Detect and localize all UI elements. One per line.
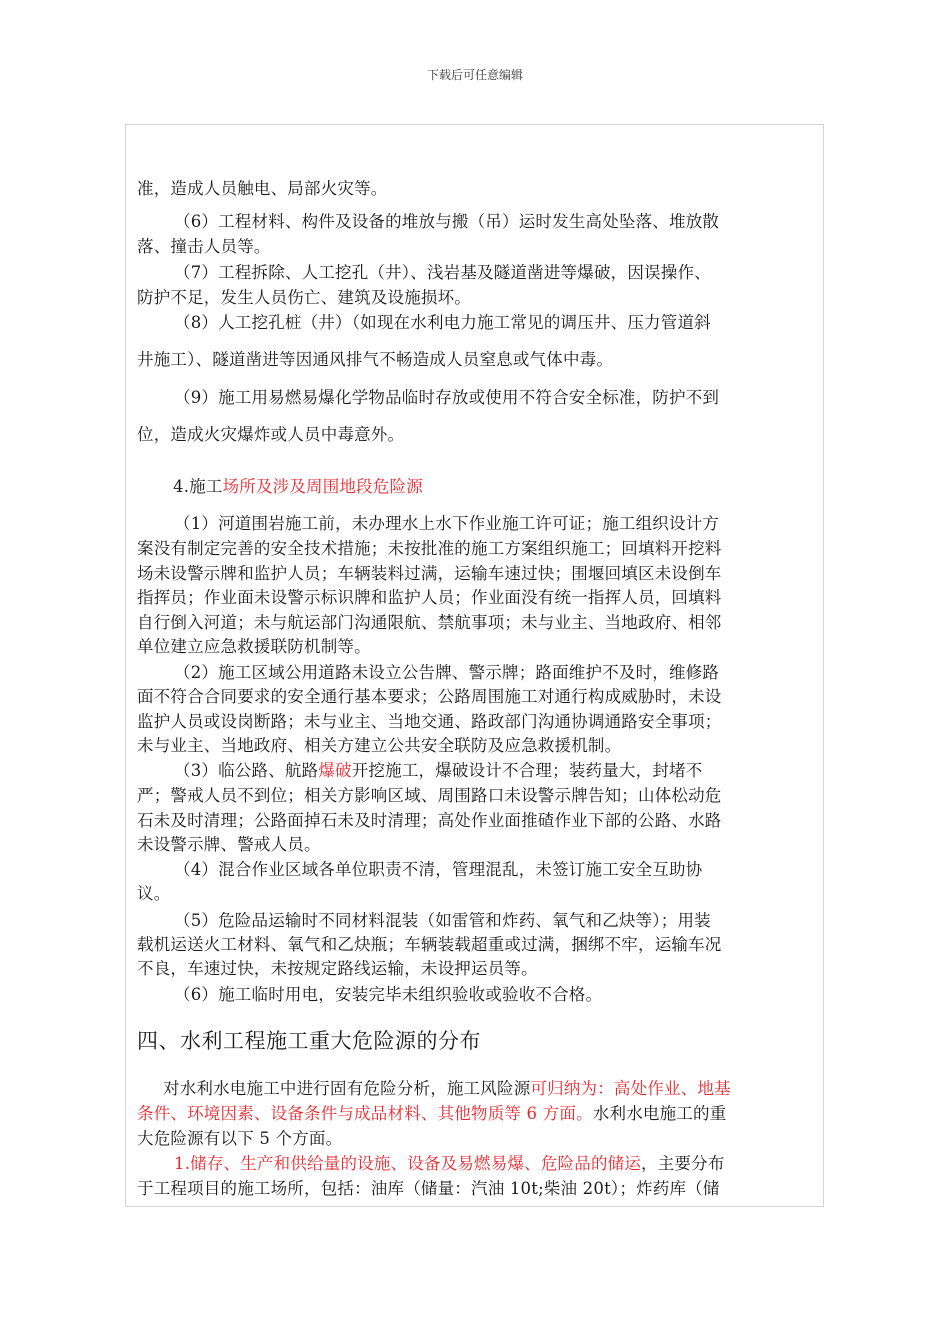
- site-3-highlight: 爆破: [318, 761, 352, 780]
- item-6-line-2: 落、撞击人员等。: [137, 237, 271, 256]
- item-1-highlight: 1.储存、生产和供给量的设施、设备及易燃易爆、危险品的储运: [174, 1154, 642, 1173]
- subheading-prefix: 4.施工: [173, 477, 223, 496]
- item-1-line-1: [137, 1150, 725, 1174]
- intro-line-2: [137, 1100, 726, 1124]
- item-7-line-1: （7）工程拆除、人工挖孔（井）、浅岩基及隧道凿进等爆破，因误操作、: [174, 263, 711, 282]
- header-note: 下载后可任意编辑: [426, 68, 523, 82]
- site-1-line-2: 案没有制定完善的安全技术措施；未按批准的施工方案组织施工；回填料开挖料: [137, 539, 722, 558]
- paragraph-continuation: 准，造成人员触电、局部火灾等。: [137, 179, 388, 198]
- site-5-line-3: 不良，车速过快，未按规定路线运输，未设押运员等。: [137, 959, 538, 978]
- site-3-line-3: 石未及时清理；公路面掉石未及时清理；高处作业面推碴作业下部的公路、水路: [137, 811, 722, 830]
- site-3-text-c: 开挖施工，爆破设计不合理；装药量大，封堵不: [351, 761, 703, 780]
- item-8-line-2: 井施工）、隧道凿进等因通风排气不畅造成人员窒息或气体中毒。: [137, 350, 614, 369]
- item-7-line-2: 防护不足，发生人员伤亡、建筑及设施损坏。: [137, 288, 471, 307]
- site-4-line-1: （4）混合作业区域各单位职责不清，管理混乱，未签订施工安全互助协: [174, 860, 703, 879]
- document-frame: [125, 124, 824, 1207]
- intro-text-a: 对水利水电施工中进行固有危险分析，施工风险源: [163, 1079, 531, 1098]
- site-1-line-1: （1）河道围岩施工前，未办理水上水下作业施工许可证；施工组织设计方: [174, 514, 720, 533]
- site-5-line-1: （5）危险品运输时不同材料混装（如雷管和炸药、氧气和乙炔等）；用装: [174, 911, 711, 930]
- site-2-line-4: 未与业主、当地政府、相关方建立公共安全联防及应急救援机制。: [137, 736, 622, 755]
- site-2-line-1: （2）施工区域公用道路未设立公告牌、警示牌；路面维护不及时，维修路: [174, 663, 720, 682]
- site-1-line-5: 自行倒入河道；未与航运部门沟通限航、禁航事项；未与业主、当地政府、相邻: [137, 613, 722, 632]
- site-6-line-1: （6）施工临时用电，安装完毕未组织验收或验收不合格。: [174, 985, 603, 1004]
- subheading-site-hazards: [173, 473, 423, 497]
- site-5-line-2: 载机运送火工材料、氧气和乙炔瓶；车辆装载超重或过满，捆绑不牢，运输车况: [137, 935, 722, 954]
- item-6-line-1: （6）工程材料、构件及设备的堆放与搬（吊）运时发生高处坠落、堆放散: [174, 212, 720, 231]
- item-9-line-2: 位，造成火灾爆炸或人员中毒意外。: [137, 425, 405, 444]
- site-1-line-6: 单位建立应急救援联防机制等。: [137, 637, 371, 656]
- site-3-line-2: 严；警戒人员不到位；相关方影响区域、周围路口未设警示牌告知；山体松动危: [137, 786, 722, 805]
- item-8-line-1: （8）人工挖孔桩（井）（如现在水利电力施工常见的调压井、压力管道斜: [174, 313, 711, 332]
- site-1-line-4: 指挥员；作业面未设警示标识牌和监护人员；作业面没有统一指挥人员，回填料: [137, 588, 722, 607]
- intro-text-b: 水利水电施工的重: [592, 1104, 727, 1123]
- item-9-line-1: （9）施工用易燃易爆化学物品临时存放或使用不符合安全标准，防护不到: [174, 388, 720, 407]
- subheading-highlight: 场所及涉及周围地段危险源: [222, 477, 423, 496]
- site-4-line-2: 议。: [137, 884, 171, 903]
- section-heading: 四、水利工程施工重大危险源的分布: [137, 1029, 481, 1053]
- site-2-line-3: 监护人员或设岗断路；未与业主、当地交通、路政部门沟通协调通路安全事项；: [137, 712, 722, 731]
- site-3-text-a: （3）临公路、航路: [174, 761, 319, 780]
- intro-highlight-a: 可归纳为：高处作业、地基: [530, 1079, 731, 1098]
- item-1-text: ，主要分布: [641, 1154, 725, 1173]
- intro-line-1: [137, 1075, 731, 1099]
- intro-highlight-b: 条件、环境因素、设备条件与成品材料、其他物质等 6 方面。: [137, 1104, 593, 1123]
- site-3-line-4: 未设警示牌、警戒人员。: [137, 835, 321, 854]
- site-1-line-3: 场未设警示牌和监护人员；车辆装料过满，运输车速过快；围堰回填区未设倒车: [137, 564, 722, 583]
- site-3-line-1: [137, 757, 702, 781]
- item-1-line-2: 于工程项目的施工场所，包括：油库（储量：汽油 10t;柴油 20t）；炸药库（储: [137, 1179, 720, 1198]
- intro-line-3: 大危险源有以下 5 个方面。: [137, 1129, 343, 1148]
- site-2-line-2: 面不符合合同要求的安全通行基本要求；公路周围施工对通行构成威胁时，未设: [137, 687, 722, 706]
